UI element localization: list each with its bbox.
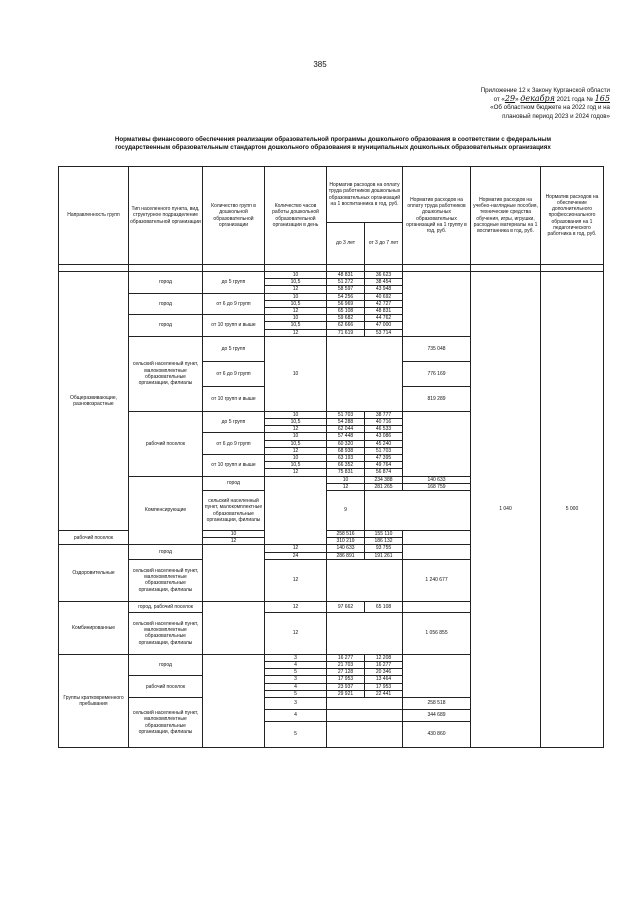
table-cell: 12 — [265, 308, 327, 315]
table-cell: 47 395 — [365, 455, 403, 462]
table-cell: 10,5 — [265, 322, 327, 329]
table-cell: 62 044 — [327, 426, 365, 433]
table-cell: 24 — [265, 552, 327, 559]
table-cell: 13 464 — [365, 676, 403, 683]
table-cell: 66 352 — [327, 462, 365, 469]
table-cell: 344 689 — [403, 710, 471, 722]
table-cell-empty — [403, 531, 471, 545]
table-cell: 29 921 — [327, 690, 365, 697]
table-cell: сельский населенный пункт, малокомплектные образовательные организации, филиалы — [203, 491, 265, 531]
handwritten-month: декабря — [520, 94, 555, 104]
table-cell: 63 193 — [327, 455, 365, 462]
table-cell: 56 874 — [365, 469, 403, 476]
group-compensating: Компенсирующие — [129, 476, 203, 545]
table-cell-empty — [203, 601, 265, 654]
table-cell: 46 533 — [365, 426, 403, 433]
table-cell: 68 938 — [327, 447, 365, 454]
table-cell: 12 — [265, 447, 327, 454]
appendix-line3: «Об областном бюджете на 2022 год и на — [490, 104, 610, 112]
table-cell: 40 692 — [365, 293, 403, 300]
table-cell: 819 289 — [403, 386, 471, 411]
table-cell: 258 516 — [327, 531, 365, 538]
handwritten-day: 29 — [504, 94, 516, 104]
header-3to7: от 3 до 7 лет — [365, 223, 403, 265]
header-direction: Направленность групп — [59, 167, 129, 265]
table-cell: 310 219 — [327, 538, 365, 545]
table-cell-empty — [59, 265, 129, 272]
table-cell: 23 937 — [327, 683, 365, 690]
table-cell: 140 633 — [403, 476, 471, 483]
table-cell-empty — [327, 710, 403, 722]
hours-value: 10 — [265, 336, 327, 411]
table-cell: 43 086 — [365, 433, 403, 440]
table-cell: сельский населенный пункт, малокомплектные образовательные организации, филиалы — [129, 698, 203, 748]
table-cell: 12 — [265, 426, 327, 433]
table-cell: город — [203, 476, 265, 490]
table-cell: 3 — [265, 676, 327, 683]
header-hours: Количество часов работы дошкольной образовательной организации в день — [265, 167, 327, 265]
norms-table — [58, 166, 604, 748]
table-cell: 10 — [265, 315, 327, 322]
table-cell: 12 — [203, 538, 265, 545]
table-cell: 22 441 — [365, 690, 403, 697]
table-cell: от 6 до 9 групп — [203, 361, 265, 386]
count-10plus: от 10 групп и выше — [203, 315, 265, 337]
table-cell: 776 169 — [403, 361, 471, 386]
table-cell: 281 265 — [365, 483, 403, 490]
table-cell-empty — [365, 265, 403, 272]
table-cell: 140 633 — [327, 545, 365, 552]
table-cell-empty — [541, 265, 604, 272]
table-cell: 58 597 — [327, 286, 365, 293]
table-cell: 155 110 — [365, 531, 403, 538]
table-cell: сельский населенный пункт, малокомплектные образовательные организации, филиалы — [129, 612, 203, 654]
table-cell: 48 831 — [327, 272, 365, 279]
table-cell: 51 272 — [327, 279, 365, 286]
table-cell: 93 755 — [365, 545, 403, 552]
appendix-line2: от «29» декабря 2021 года № 165 — [493, 94, 610, 104]
table-cell: 17 953 — [327, 676, 365, 683]
table-cell: 12 — [265, 612, 327, 654]
type-city: город — [129, 293, 203, 315]
table-cell-empty — [203, 265, 265, 272]
table-cell: 3 — [265, 654, 327, 661]
table-cell: 17 953 — [365, 683, 403, 690]
table-cell: 10,5 — [265, 440, 327, 447]
table-cell: 51 703 — [365, 447, 403, 454]
table-cell: 12 — [265, 559, 327, 601]
table-cell: 51 703 — [327, 411, 365, 418]
table-cell-empty — [403, 265, 471, 272]
table-cell: 20 346 — [365, 669, 403, 676]
handwritten-number: 165 — [594, 94, 610, 104]
table-cell-empty — [327, 612, 403, 654]
table-cell-empty — [403, 601, 471, 612]
table-cell: 12 208 — [365, 654, 403, 661]
table-cell: 54 288 — [327, 419, 365, 426]
table-cell: 16 277 — [327, 654, 365, 661]
table-cell: 49 764 — [365, 462, 403, 469]
table-cell: 10,5 — [265, 279, 327, 286]
table-cell: 286 891 — [327, 552, 365, 559]
table-cell: 1 056 855 — [403, 612, 471, 654]
table-cell: 56 969 — [327, 300, 365, 307]
materials-value: 1 040 — [471, 272, 541, 748]
count-up5: до 5 групп — [203, 336, 265, 361]
table-cell: 60 320 — [327, 440, 365, 447]
table-cell: 10 — [265, 272, 327, 279]
table-cell: 1 240 677 — [403, 559, 471, 601]
page-number: 385 — [313, 60, 327, 69]
type-city: город — [129, 272, 203, 294]
table-cell: 10 — [327, 476, 365, 483]
table-cell: 42 727 — [365, 300, 403, 307]
header-group-count: Количество групп в дошкольной образовательной организации — [203, 167, 265, 265]
table-cell-empty — [265, 476, 327, 545]
table-cell-empty — [327, 722, 403, 748]
appendix-line1: Приложение 12 к Закону Курганской области — [480, 87, 610, 94]
table-cell: 4 — [265, 662, 327, 669]
count-6to9: от 6 до 9 групп — [203, 293, 265, 315]
table-cell: 5 — [265, 690, 327, 697]
table-cell-empty — [471, 265, 541, 272]
header-per-group: Норматив расходов на оплату труда работников дошкольных образовательных организаций на 1 группу в год, руб. — [403, 167, 471, 265]
table-cell: 71 619 — [327, 329, 365, 336]
table-cell: 186 132 — [365, 538, 403, 545]
table-cell: 12 — [265, 601, 327, 612]
table-cell: 59 682 — [327, 315, 365, 322]
table-cell: 12 — [265, 545, 327, 552]
type-city: город — [129, 315, 203, 337]
table-cell: 234 388 — [365, 476, 403, 483]
group-combined: Комбинированные — [59, 601, 129, 654]
table-cell: 47 000 — [365, 322, 403, 329]
table-cell: 48 831 — [365, 308, 403, 315]
table-cell: 4 — [265, 710, 327, 722]
table-cell: 12 — [327, 483, 365, 490]
group-general: Общеразвивающие, разновозрастные — [59, 272, 129, 531]
table-cell: от 10 групп и выше — [203, 455, 265, 477]
table-cell-empty — [327, 336, 403, 411]
table-cell: 10 — [265, 411, 327, 418]
table-cell: сельский населенный пункт, малокомплектные образовательные организации, филиалы — [129, 559, 203, 601]
table-cell: город, рабочий поселок — [129, 601, 203, 612]
document-title: Нормативы финансового обеспечения реализации образовательной программы дошкольного образования в соответствии с федеральным государственным образовательным стандартом дошкольного образования в муниципальных дошкольных образовательных организациях — [114, 136, 552, 151]
table-cell-empty — [203, 654, 265, 747]
table-cell-empty — [327, 265, 365, 272]
table-cell: 53 714 — [365, 329, 403, 336]
table-cell: 97 662 — [327, 601, 365, 612]
type-settlement: рабочий поселок — [129, 411, 203, 476]
table-cell: 38 454 — [365, 279, 403, 286]
table-cell: город — [129, 654, 203, 676]
table-cell: 735 048 — [403, 336, 471, 361]
table-cell-empty — [403, 411, 471, 476]
group-short-stay: Группы кратковременного пребывания — [59, 654, 129, 747]
table-cell: 10 — [265, 433, 327, 440]
header-materials: Норматив расходов на учебно-наглядные пособия, технические средства обучения, игры, игрушки, расходные материалы на 1 воспитанника в год, руб. — [471, 167, 541, 265]
table-cell: 3 — [265, 698, 327, 710]
table-cell: 27 128 — [327, 669, 365, 676]
appendix-header — [435, 87, 610, 121]
appendix-line4: плановый период 2023 и 2024 годов» — [502, 112, 610, 120]
table-cell: 12 — [265, 286, 327, 293]
table-cell: 4 — [265, 683, 327, 690]
table-cell: 43 948 — [365, 286, 403, 293]
table-cell: 10 — [265, 293, 327, 300]
group-health: Оздоровительные — [59, 545, 129, 601]
table-cell: 45 240 — [365, 440, 403, 447]
header-training: Норматив расходов на обеспечение дополнительного профессионального образования на 1 педагогического работника в год, руб. — [541, 167, 604, 265]
training-value: 5 000 — [541, 272, 604, 748]
table-cell-empty — [129, 265, 203, 272]
header-type: Тип населенного пункта, вид, структурное подразделение образовательной организации — [129, 167, 203, 265]
header-per-child: Норматив расходов на оплату труда работников дошкольных образовательных организаций на 1 воспитанника в год, руб. — [327, 167, 403, 223]
table-cell-empty — [327, 698, 403, 710]
header-under3: до 3 лет — [327, 223, 365, 265]
table-cell: рабочий поселок — [59, 531, 129, 545]
table-cell: 16 277 — [365, 662, 403, 669]
table-cell-empty — [365, 491, 471, 531]
table-cell: 40 716 — [365, 419, 403, 426]
table-cell: 10 — [203, 531, 265, 538]
table-cell: от 6 до 9 групп — [203, 433, 265, 455]
table-cell: 5 — [265, 669, 327, 676]
table-cell: 10 — [265, 455, 327, 462]
table-cell-empty — [403, 545, 471, 559]
count-up5: до 5 групп — [203, 272, 265, 294]
table-cell: 62 666 — [327, 322, 365, 329]
table-cell: 430 860 — [403, 722, 471, 748]
table-cell: 36 623 — [365, 272, 403, 279]
table-cell: 191 261 — [365, 552, 403, 559]
type-rural: сельский населенный пункт, малокомплектные образовательные организации, филиалы — [129, 336, 203, 411]
table-cell: 10,5 — [265, 419, 327, 426]
table-cell-empty — [265, 265, 327, 272]
table-cell: 54 256 — [327, 293, 365, 300]
table-cell: 258 518 — [403, 698, 471, 710]
table-cell: 65 108 — [365, 601, 403, 612]
table-cell: 44 762 — [365, 315, 403, 322]
table-cell: 65 108 — [327, 308, 365, 315]
table-cell: 10,5 — [265, 462, 327, 469]
table-cell: от 10 групп и выше — [203, 386, 265, 411]
table-cell: 75 831 — [327, 469, 365, 476]
table-cell: 12 — [265, 469, 327, 476]
table-cell: рабочий поселок — [129, 676, 203, 698]
table-cell: 5 — [265, 722, 327, 748]
table-cell: 12 — [265, 329, 327, 336]
table-cell-empty — [403, 654, 471, 697]
table-cell: 10,5 — [265, 300, 327, 307]
cell-empty — [403, 272, 471, 337]
table-cell: до 5 групп — [203, 411, 265, 433]
table-cell: 168 759 — [403, 483, 471, 490]
table-cell: 21 703 — [327, 662, 365, 669]
table-cell-empty — [203, 545, 265, 601]
table-cell-empty — [327, 559, 403, 601]
table-cell: 57 448 — [327, 433, 365, 440]
table-cell: город — [129, 545, 203, 559]
table-cell: 38 777 — [365, 411, 403, 418]
table-cell: 9 — [327, 491, 365, 531]
